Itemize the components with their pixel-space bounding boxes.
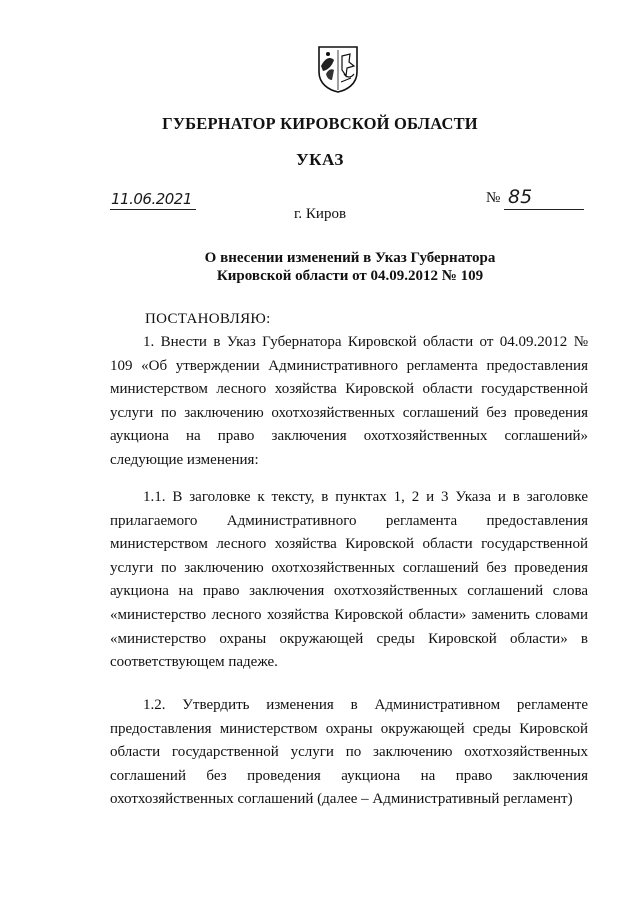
issuing-city: г. Киров [293,206,347,222]
paragraph-1-2: 1.2. Утвердить изменения в Административном регламенте предоставления министерством охраны окружающей среды Кировской области государственной услуги по заключению охотхозяйственных соглашений без проведения аукциона на право заключения охотхозяйственных соглашений (далее – Административный регламент) [110,697,588,808]
decree-keyword: ПОСТАНОВЛЯЮ: [145,311,271,327]
paragraph-1: 1. Внести в Указ Губернатора Кировской области от 04.09.2012 № 109 «Об утверждении Административного регламента предоставления министерством лесного хозяйства Кировской области государственной услуги по заключению охотхозяйственных соглашений без проведения аукциона на право заключения охотхозяйственных соглашений» следующие изменения: [110,334,588,468]
issuing-authority: ГУБЕРНАТОР КИРОВСКОЙ ОБЛАСТИ [162,114,478,133]
document-type: УКАЗ [296,150,344,169]
title-line: Кировской области от 04.09.2012 № 109 [216,268,484,284]
document-number: 85 [508,186,533,208]
kirov-coat-of-arms-icon [316,44,360,94]
document-title [150,249,550,285]
number-label: № [486,190,501,206]
title-line: О внесении изменений в Указ Губернатора [204,250,496,266]
document-date: 11.06.2021 [111,190,192,208]
paragraph-1-1: 1.1. В заголовке к тексту, в пунктах 1, 2 и 3 Указа и в заголовке прилагаемого Административного регламента предоставления министерством лесного хозяйства Кировской области государственной услуги по заключению охотхозяйственных соглашений без проведения аукциона на право заключения охотхозяйственных соглашений слова «министерство лесного хозяйства Кировской области» заменить словами «министерство охраны окружающей среды Кировской области» в соответствующем падеже. [110,489,588,671]
